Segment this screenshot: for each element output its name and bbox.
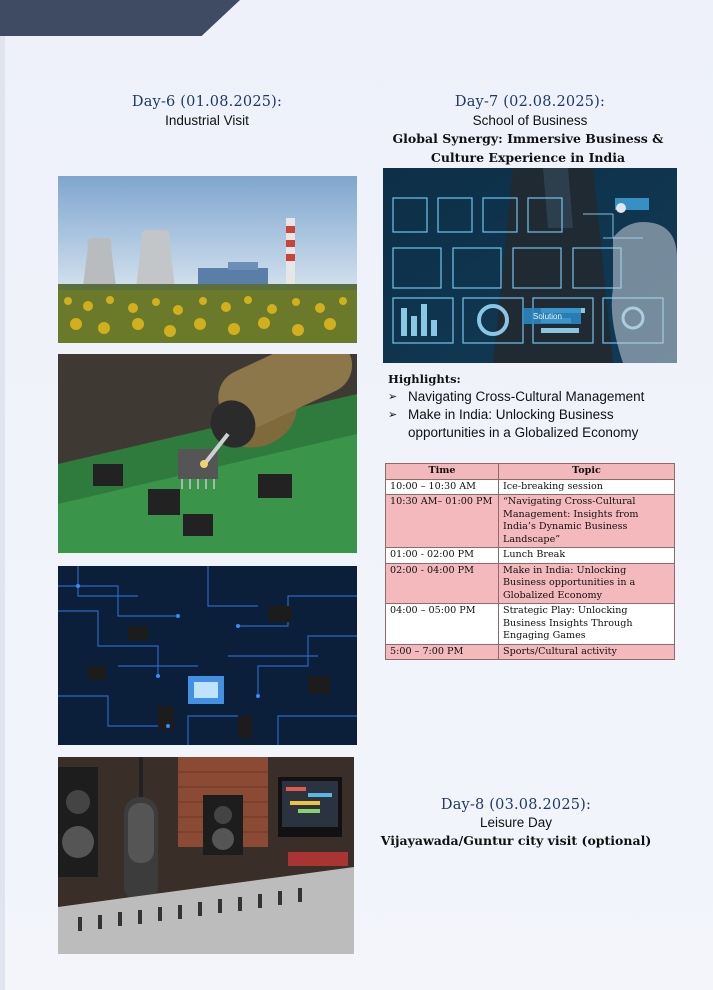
highlight-item [388, 388, 688, 406]
day6-title: Day-6 (01.08.2025): [131, 94, 283, 110]
day7-title: Day-7 (02.08.2025): [454, 94, 606, 110]
studio-microphone-photo [58, 757, 354, 954]
day7-subtitle: School of Business [472, 113, 588, 128]
highlight-item [388, 406, 688, 442]
table-row [386, 563, 675, 604]
table-header-row [386, 464, 675, 480]
arrow-bullet-icon: ➢ [388, 409, 398, 421]
highlight-text: Make in India: Unlocking Business opportunities in a Globalized Economy [408, 407, 639, 440]
highlights-list [388, 388, 688, 442]
table-row [386, 548, 675, 564]
topic-cell: Make in India: Unlocking Business opportunities in a Globalized Economy [499, 563, 675, 604]
time-cell: 01:00 - 02:00 PM [386, 548, 499, 564]
topic-cell: “Navigating Cross-Cultural Management: Insights from India’s Dynamic Business Landscape” [499, 495, 675, 548]
highlights-section [388, 372, 688, 442]
time-cell: 10:30 AM– 01:00 PM [386, 495, 499, 548]
power-plant-photo [58, 176, 357, 343]
time-cell: 5:00 – 7:00 PM [386, 644, 499, 660]
blue-circuit-board-photo [58, 566, 357, 745]
topic-cell: Strategic Play: Unlocking Business Insights Through Engaging Games [499, 604, 675, 645]
solution-label: Solution [533, 312, 562, 321]
day8-title: Day-8 (03.08.2025): [440, 797, 592, 813]
time-column-header: Time [386, 464, 499, 480]
day7-headline-line1: Global Synergy: Immersive Business & [392, 131, 664, 146]
day8-headline: Vijayawada/Guntur city visit (optional) [380, 833, 652, 848]
highlights-title: Highlights: [388, 372, 461, 386]
time-cell: 02:00 - 04:00 PM [386, 563, 499, 604]
arrow-bullet-icon: ➢ [388, 391, 398, 403]
table-row [386, 479, 675, 495]
corner-decoration [0, 0, 240, 36]
topic-column-header: Topic [499, 464, 675, 480]
topic-cell: Lunch Break [499, 548, 675, 564]
highlight-text: Navigating Cross-Cultural Management [408, 389, 645, 404]
time-cell: 10:00 – 10:30 AM [386, 479, 499, 495]
soldering-circuit-photo [58, 354, 357, 553]
topic-cell: Sports/Cultural activity [499, 644, 675, 660]
day8-subtitle: Leisure Day [479, 815, 553, 830]
topic-cell: Ice-breaking session [499, 479, 675, 495]
table-row [386, 495, 675, 548]
table-row [386, 644, 675, 660]
day6-subtitle: Industrial Visit [165, 113, 249, 128]
day7-headline-line2: Culture Experience in India [430, 150, 626, 165]
time-cell: 04:00 – 05:00 PM [386, 604, 499, 645]
table-row [386, 604, 675, 645]
business-technology-graphic [383, 168, 677, 363]
left-edge-strip [0, 36, 5, 990]
day7-schedule-table [385, 463, 675, 660]
